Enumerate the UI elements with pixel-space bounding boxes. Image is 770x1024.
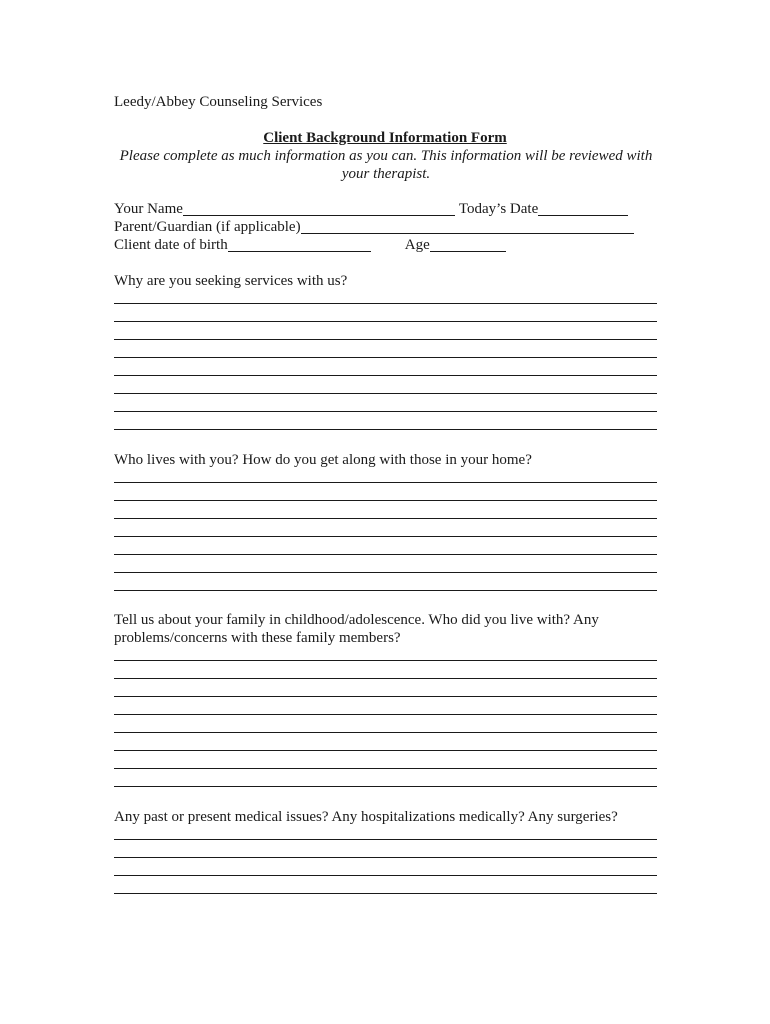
question-medical-issues: Any past or present medical issues? Any hospitalizations medically? Any surgeries? — [114, 809, 618, 825]
parent-guardian-label: Parent/Guardian (if applicable) — [114, 219, 301, 235]
form-instructions: Please complete as much information as you can. This information will be reviewed with your therapist. — [119, 148, 653, 182]
answer-line[interactable] — [114, 732, 657, 733]
answer-line[interactable] — [114, 321, 657, 322]
your-name-label: Your Name — [114, 201, 183, 217]
name-date-row — [114, 200, 628, 218]
question-family-history: Tell us about your family in childhood/adolescence. Who did you live with? Any problems/concerns with these family members? — [114, 612, 599, 646]
todays-date-label: Today’s Date — [458, 201, 539, 217]
answer-line[interactable] — [114, 536, 657, 537]
answer-line[interactable] — [114, 393, 657, 394]
answer-line[interactable] — [114, 839, 657, 840]
answer-line[interactable] — [114, 696, 657, 697]
answer-line[interactable] — [114, 893, 657, 894]
answer-line[interactable] — [114, 554, 657, 555]
question-household: Who lives with you? How do you get along with those in your home? — [114, 452, 532, 468]
question-reason-for-services: Why are you seeking services with us? — [114, 273, 348, 289]
answer-line[interactable] — [114, 339, 657, 340]
form-title: Client Background Information Form — [263, 130, 507, 146]
client-dob-label: Client date of birth — [114, 237, 228, 253]
your-name-field[interactable] — [183, 201, 455, 216]
answer-line[interactable] — [114, 482, 657, 483]
parent-guardian-row — [114, 218, 634, 236]
answer-line[interactable] — [114, 357, 657, 358]
age-field[interactable] — [430, 237, 506, 252]
answer-line[interactable] — [114, 857, 657, 858]
answer-line[interactable] — [114, 678, 657, 679]
answer-line[interactable] — [114, 411, 657, 412]
answer-line[interactable] — [114, 660, 657, 661]
organization-name: Leedy/Abbey Counseling Services — [114, 94, 323, 110]
answer-line[interactable] — [114, 590, 657, 591]
answer-line[interactable] — [114, 875, 657, 876]
answer-line[interactable] — [114, 303, 657, 304]
answer-line[interactable] — [114, 375, 657, 376]
answer-line[interactable] — [114, 429, 657, 430]
parent-guardian-field[interactable] — [301, 219, 634, 234]
answer-line[interactable] — [114, 750, 657, 751]
answer-line[interactable] — [114, 714, 657, 715]
dob-age-row — [114, 236, 506, 254]
answer-line[interactable] — [114, 518, 657, 519]
todays-date-field[interactable] — [538, 201, 628, 216]
age-label: Age — [404, 237, 430, 253]
answer-line[interactable] — [114, 768, 657, 769]
answer-line[interactable] — [114, 786, 657, 787]
answer-line[interactable] — [114, 572, 657, 573]
answer-line[interactable] — [114, 500, 657, 501]
client-dob-field[interactable] — [228, 237, 371, 252]
